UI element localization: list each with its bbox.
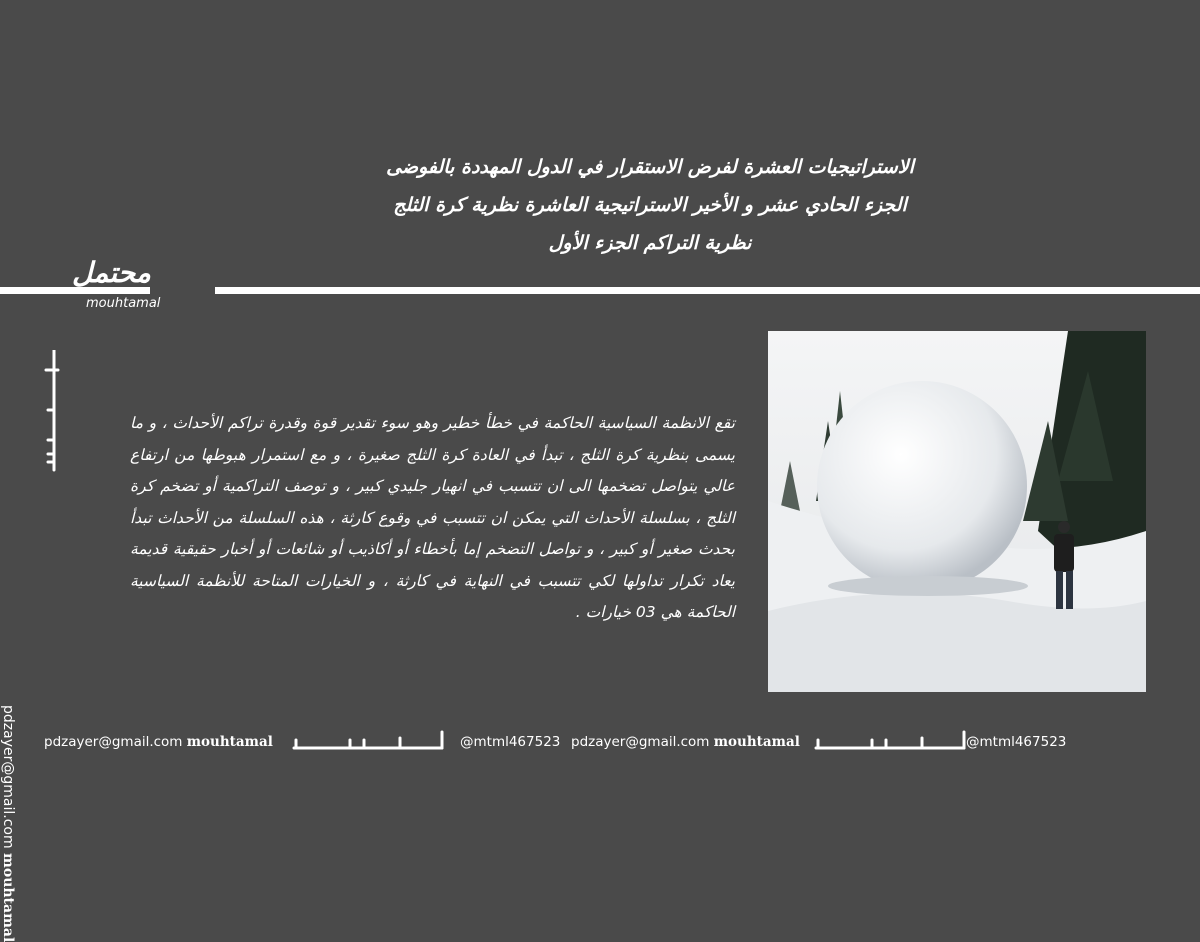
footer-name-2: mouhtamal	[713, 734, 800, 750]
footer-handle-2[interactable]: @mtml467523	[966, 734, 1067, 750]
footer-signature-icon	[292, 728, 452, 758]
footer-handle-1[interactable]: @mtml467523	[460, 734, 561, 750]
footer-email-2[interactable]: pdzayer@gmail.com	[571, 734, 710, 750]
article-title	[300, 148, 1000, 262]
divider-right	[215, 287, 1200, 294]
footer-name-1: mouhtamal	[186, 734, 273, 750]
sidebar-email[interactable]: pdzayer@gmail.com	[0, 705, 16, 849]
title-line-3: نظرية التراكم الجزء الأول	[548, 232, 752, 254]
footer-contact-2	[571, 734, 800, 750]
logo-latin: mouhtamal	[86, 296, 161, 311]
footer-email-1[interactable]: pdzayer@gmail.com	[44, 734, 183, 750]
sidebar-contact	[0, 705, 16, 942]
article-paragraph: تقع الانظمة السياسية الحاكمة في خطأ خطير وهو سوء تقدير قوة وقدرة تراكم الأحداث ، و ما يسمى بنظرية كرة الثلج ، تبدأ في العادة كرة الثلج صغيرة ، و مع استمرار هبوطها من ارتفاع عالي يتواصل تضخمها الى ان تتسبب في انهيار جليدي كبير ، و توصف التراكمية أو تضخم كرة الثلج ، بسلسلة الأحداث التي يمكن ان تتسبب في وقوع كارثة ، هذه السلسلة من الأحداث تبدأ بحدث صغير أو كبير ، و تواصل التضخم إما بأخطاء أو أكاذيب أو شائعات أو أخبار حقيقية قديمة يعاد تكرار تداولها لكي تتسبب في النهاية في كارثة ، و الخيارات المتاحة للأنظمة السياسية الحاكمة هي 03 خيارات .	[130, 414, 735, 621]
snowball-photo-icon	[768, 331, 1146, 692]
footer-contact-1	[44, 734, 273, 750]
footer-signature-icon-2	[814, 728, 974, 758]
vertical-signature-icon	[44, 350, 64, 730]
title-line-1: الاستراتيجيات العشرة لفرض الاستقرار في الدول المهددة بالفوضى	[386, 156, 914, 178]
title-line-2: الجزء الحادي عشر و الأخير الاستراتيجية العاشرة نظرية كرة الثلج	[393, 194, 907, 216]
logo-arabic: محتمل	[72, 256, 151, 289]
sidebar-name: mouhtamal	[0, 853, 16, 942]
